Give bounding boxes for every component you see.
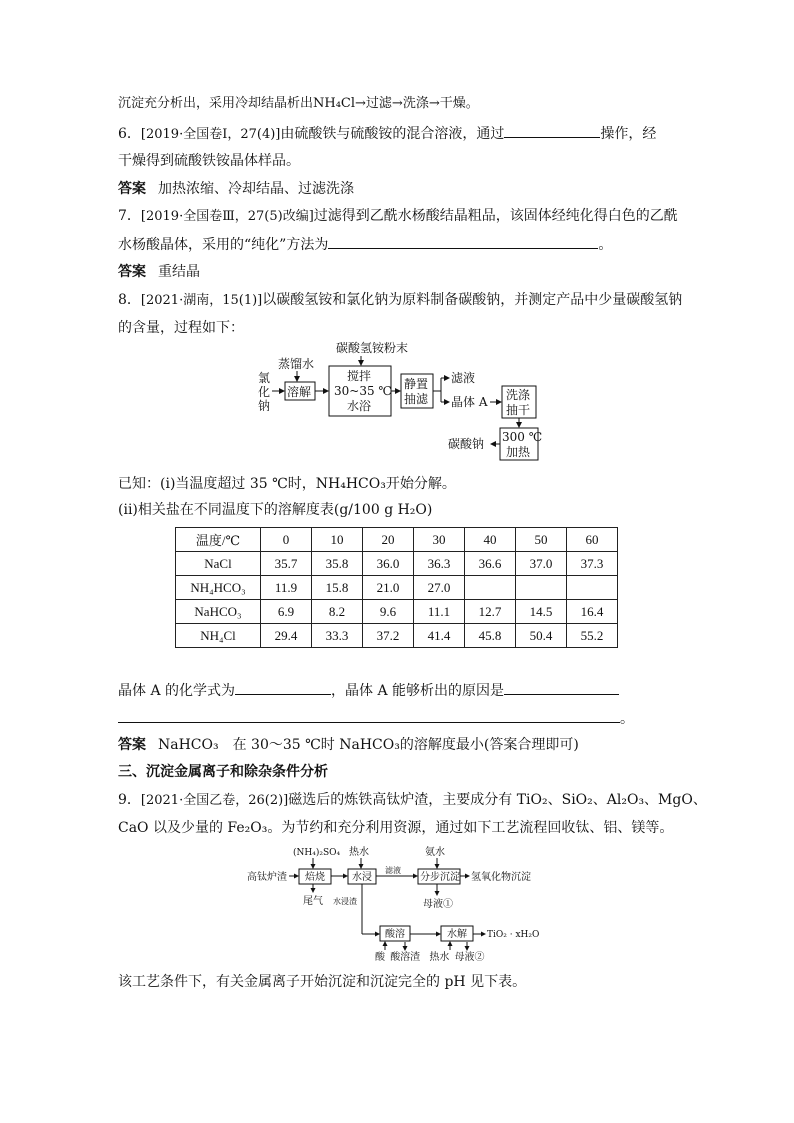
answer-text: 加热浓缩、冷却结晶、过滤洗涤 [158,181,354,197]
table-row [176,552,618,576]
table-cell: 9.6 [363,600,414,624]
table-cell: 37.0 [516,552,567,576]
table-cell [516,576,567,600]
flow2-acid-residue: 酸溶渣 [390,952,421,963]
flow2-start: 高钛炉渣 [247,872,287,883]
question-source: [2019·全国卷Ⅲ，27(5)改编] [140,209,314,224]
punctuation: 。 [598,237,613,253]
table-row [176,624,618,648]
question-7-cont [118,234,612,255]
flow2-acid: 酸 [375,952,385,963]
table-cell: NaCl [176,552,261,576]
flow-settle-2: 抽滤 [404,392,429,406]
flow-crystal: 晶体 A [451,395,488,409]
question-source: [2021·全国乙卷，26(2)] [140,793,289,808]
flow2-water: 热水 [349,847,369,858]
answer-blank[interactable] [118,708,620,723]
question-text: 以碳酸氢铵和氯化钠为原料制备碳酸钠，并测定产品中少量碳酸氢钠 [262,292,683,308]
answer-text: NaHCO₃ 在 30～35 ℃时 NaHCO₃的溶解度最小(答案合理即可) [158,737,579,753]
flow-raw-3: 钠 [258,399,271,413]
flow2-mother1: 母液① [423,899,453,910]
flow-stir-1: 搅拌 [347,369,372,383]
answer-label: 答案 [118,264,146,280]
answer-text: 重结晶 [158,264,200,280]
answer-blank[interactable] [504,680,619,695]
table-cell [465,576,516,600]
flow2-leach: 水浸 [352,872,372,883]
table-cell: 40 [465,528,516,552]
answer-7 [118,262,200,282]
flow-stir-2: 30~35 ℃ [334,384,392,398]
flow-product: 碳酸钠 [448,437,485,451]
flow-stir-3: 水浴 [347,399,372,413]
table-cell: 温度/℃ [176,528,261,552]
question-8 [118,290,682,311]
table-cell: 8.2 [312,600,363,624]
flow-settle-1: 静置 [404,377,429,391]
answer-6 [118,179,354,199]
table-cell: NH₄Cl [176,624,261,648]
question-text: 水杨酸晶体，采用的“纯化”方法为 [118,237,329,253]
table-cell: 55.2 [567,624,618,648]
table-cell: 35.8 [312,552,363,576]
table-header-row [176,528,618,552]
flow-wash-1: 洗涤 [506,388,531,402]
question-9 [118,790,707,811]
table-cell: 37.2 [363,624,414,648]
question-8-cont: 的含量，过程如下： [118,320,244,336]
flow-dissolve: 溶解 [287,385,312,399]
question-text: 磁选后的炼铁高钛炉渣，主要成分有 TiO₂、SiO₂、Al₂O₃、MgO、 [288,792,707,808]
table-cell [567,576,618,600]
answer-blank[interactable] [328,234,598,249]
flow2-gas: 尾气 [303,896,323,907]
flow2-hot-water: 热水 [429,952,450,963]
question-number: 9． [118,792,141,808]
flow2-residue: 水浸渣 [333,897,357,906]
question-9-cont: CaO 以及少量的 Fe₂O₃。为节约和充分利用资源，通过如下工艺流程回收钛、铝、镁等。 [118,820,674,836]
flow2-stepwise: 分步沉淀 [420,872,460,883]
flow-raw-2: 化 [258,385,271,399]
flow-heat-1: 300 ℃ [502,430,543,444]
question-text: 操作，经 [600,126,657,142]
table-cell: 45.8 [465,624,516,648]
question-7 [118,206,678,227]
flow-heat-2: 加热 [506,445,531,459]
flow2-reagent: (NH₄)₂SO₄ [293,848,341,858]
table-cell: NaHCO₃ [176,600,261,624]
flow-raw-1: 氯 [258,371,271,385]
question-text: 由硫酸铁与硫酸铵的混合溶液，通过 [280,126,505,142]
flow2-bottom-labels [375,952,485,964]
process-flow-diagram-2 [245,842,555,954]
table-cell: 60 [567,528,618,552]
question-text: 过滤得到乙酰水杨酸结晶粗品，该固体经纯化得白色的乙酰 [313,208,678,224]
table-cell: 21.0 [363,576,414,600]
question-number: 7． [118,208,141,224]
solubility-table [175,527,618,648]
question-6 [118,123,656,145]
answer-label: 答案 [118,737,146,753]
question-number: 8． [118,292,141,308]
table-cell: 11.1 [414,600,465,624]
answer-blank[interactable] [504,123,600,138]
answer-label: 答案 [118,181,146,197]
question-9-closing: 该工艺条件下，有关金属离子开始沉淀和沉淀完全的 pH 见下表。 [118,974,527,990]
table-cell: 35.7 [261,552,312,576]
flow2-hydroxide: 氢氧化物沉淀 [471,872,531,883]
table-cell: 37.3 [567,552,618,576]
table-cell: 36.3 [414,552,465,576]
question-source: [2021·湖南，15(1)] [140,293,263,308]
table-cell: 14.5 [516,600,567,624]
punctuation: 。 [620,711,634,727]
table-cell: 20 [363,528,414,552]
question-text: ，晶体 A 能够析出的原因是 [331,683,505,699]
flow2-hydrolysis: 水解 [447,929,467,940]
known-2: (ii)相关盐在不同温度下的溶解度表(g/100 g H₂O) [118,502,433,518]
question-text: 晶体 A 的化学式为 [118,683,236,699]
table-cell: 50.4 [516,624,567,648]
question-6-cont: 干燥得到硫酸铁铵晶体样品。 [118,153,300,169]
process-flow-diagram-1 [250,338,560,464]
question-8-prompt-cont [118,708,634,729]
question-source: [2019·全国卷Ⅰ，27(4)] [140,127,281,142]
table-cell: 16.4 [567,600,618,624]
table-cell: 36.6 [465,552,516,576]
table-cell: 33.3 [312,624,363,648]
flow2-mother2: 母液② [454,952,485,963]
flow2-roast: 焙烧 [305,872,325,883]
table-cell: 27.0 [414,576,465,600]
flow-filtrate: 滤液 [451,371,476,385]
known-1: 已知：(i)当温度超过 35 ℃时，NH₄HCO₃开始分解。 [118,476,456,492]
table-cell: 10 [312,528,363,552]
table-cell: 29.4 [261,624,312,648]
table-cell: NH₄HCO₃ [176,576,261,600]
table-cell: 11.9 [261,576,312,600]
continued-text: 沉淀充分析出，采用冷却结晶析出NH₄Cl→过滤→洗涤→干燥。 [118,96,479,111]
table-cell: 12.7 [465,600,516,624]
question-number: 6． [118,126,141,142]
table-cell: 50 [516,528,567,552]
flow2-ammonia: 氨水 [425,847,445,858]
table-cell: 0 [261,528,312,552]
table-cell: 6.9 [261,600,312,624]
flow-wash-2: 抽干 [506,403,531,417]
flow2-filtrate: 滤液 [385,866,401,875]
answer-blank[interactable] [235,680,331,695]
answer-8 [118,735,579,755]
flow-powder: 碳酸氢铵粉末 [336,341,409,355]
table-cell: 36.0 [363,552,414,576]
table-row [176,600,618,624]
flow-water: 蒸馏水 [278,357,315,371]
table-cell: 41.4 [414,624,465,648]
table-cell: 15.8 [312,576,363,600]
flow2-acid-dissolve: 酸溶 [385,929,405,940]
table-cell: 30 [414,528,465,552]
table-row [176,576,618,600]
question-8-prompt [118,680,619,701]
section-title: 三、沉淀金属离子和除杂条件分析 [118,764,328,780]
flow2-product: TiO₂ · xH₂O [487,930,540,940]
